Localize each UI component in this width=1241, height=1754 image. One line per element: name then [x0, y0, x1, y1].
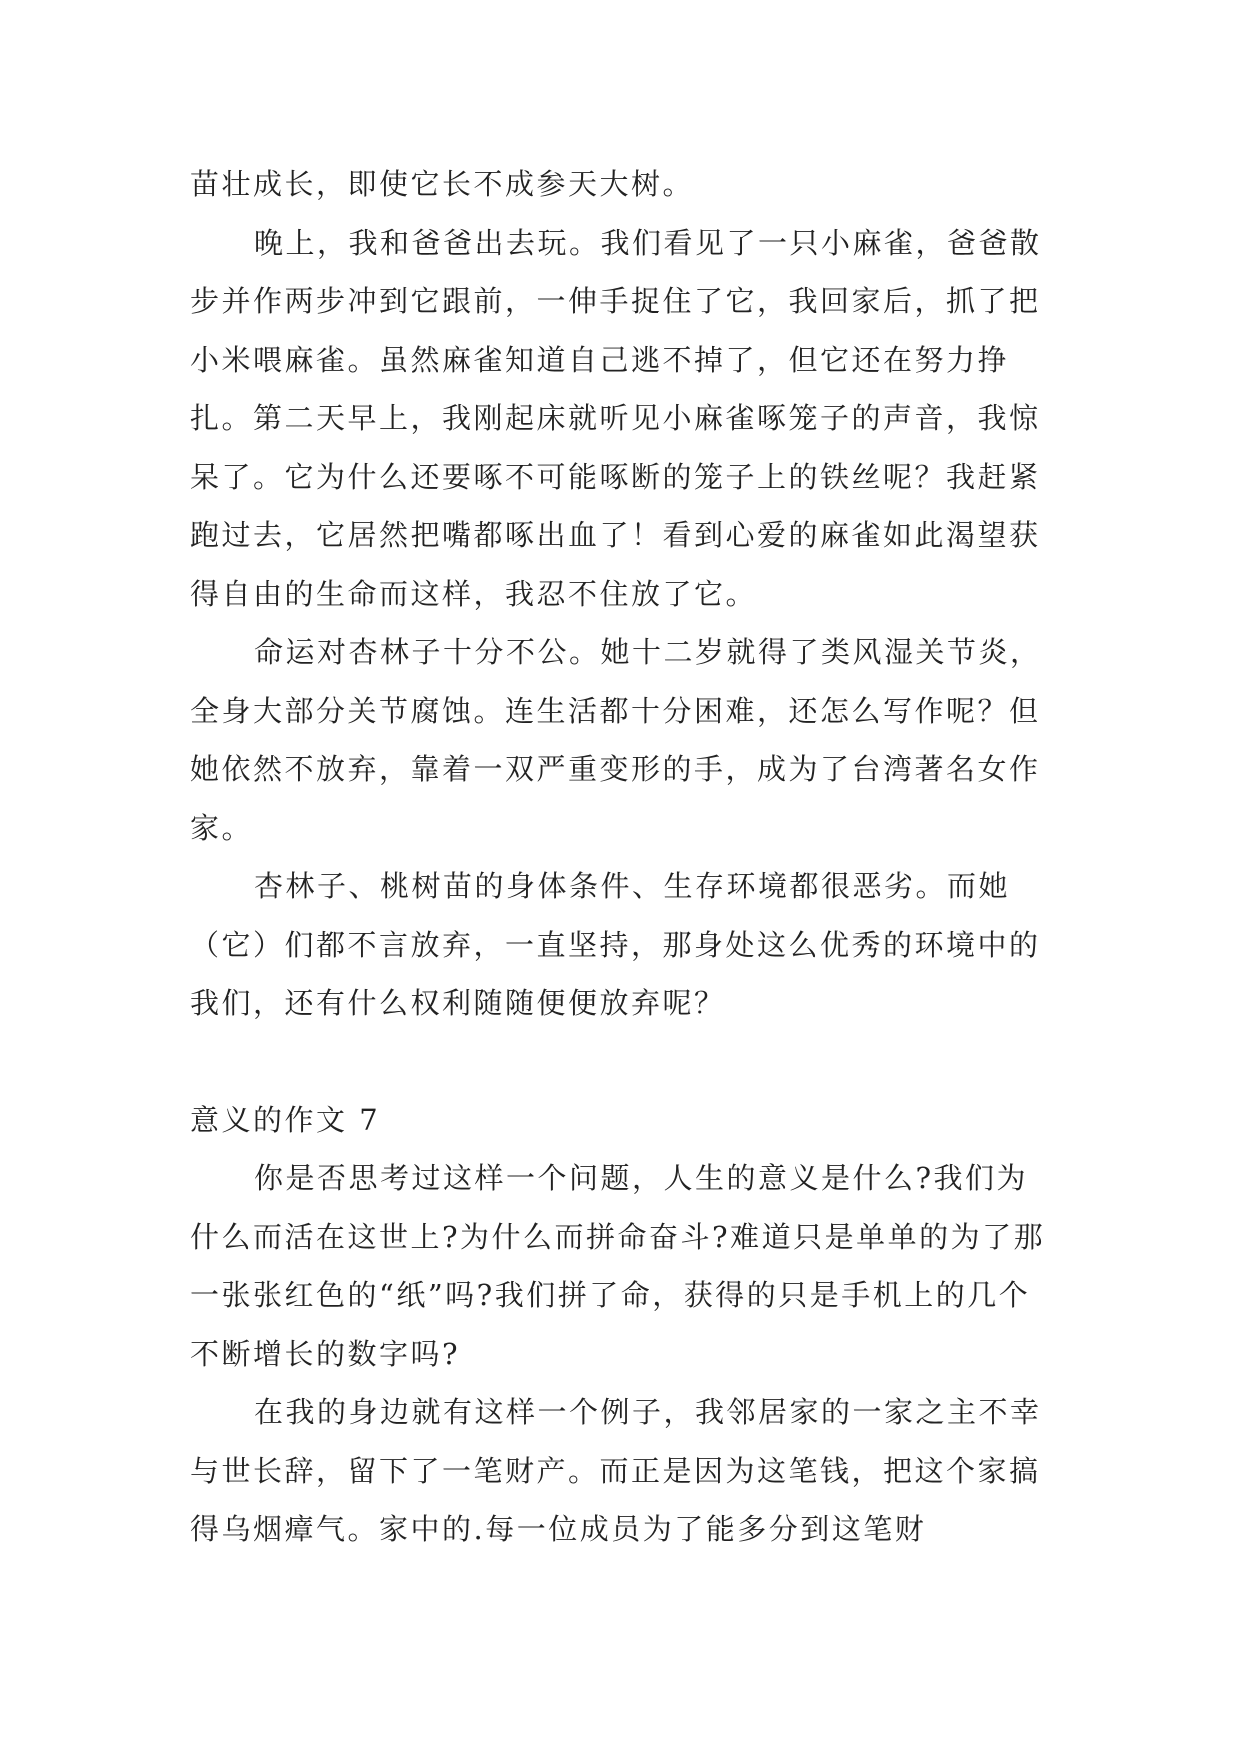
paragraph-neighbor-example: 在我的身边就有这样一个例子，我邻居家的一家之主不幸与世长辞，留下了一笔财产。而正是因为这笔钱，把这个家搞得乌烟瘴气。家中的.每一位成员为了能多分到这笔财	[190, 1395, 1042, 1546]
paragraph-xinglinzi: 命运对杏林子十分不公。她十二岁就得了类风湿关节炎，全身大部分关节腐蚀。连生活都十分困难，还怎么写作呢？但她依然不放弃，靠着一双严重变形的手，成为了台湾著名女作家。	[190, 635, 1042, 845]
paragraph-continued: 苗壮成长，即使它长不成参天大树。	[190, 167, 695, 201]
section-title: 意义的作文 7	[190, 1102, 381, 1137]
paragraph-meaning-of-life: 你是否思考过这样一个问题，人生的意义是什么?我们为什么而活在这世上?为什么而拼命奋斗?难道只是单单的为了那一张张红色的“纸”吗?我们拼了命，获得的只是手机上的几个不断增长的数字吗?	[190, 1161, 1046, 1371]
section-spacer	[190, 1033, 1052, 1091]
paragraph-sparrow: 晚上，我和爸爸出去玩。我们看见了一只小麻雀，爸爸散步并作两步冲到它跟前，一伸手捉住了它，我回家后，抓了把小米喂麻雀。虽然麻雀知道自己逃不掉了，但它还在努力挣扎。第二天早上，我刚起床就听见小麻雀啄笼子的声音，我惊呆了。它为什么还要啄不可能啄断的笼子上的铁丝呢？我赶紧跑过去，它居然把嘴都啄出血了！看到心爱的麻雀如此渴望获得自由的生命而这样，我忍不住放了它。	[190, 225, 1042, 611]
document-body	[190, 155, 1052, 1559]
paragraph-conclusion: 杏林子、桃树苗的身体条件、生存环境都很恶劣。而她（它）们都不言放弃，一直坚持，那身处这么优秀的环境中的我们，还有什么权利随随便便放弃呢？	[190, 869, 1041, 1020]
